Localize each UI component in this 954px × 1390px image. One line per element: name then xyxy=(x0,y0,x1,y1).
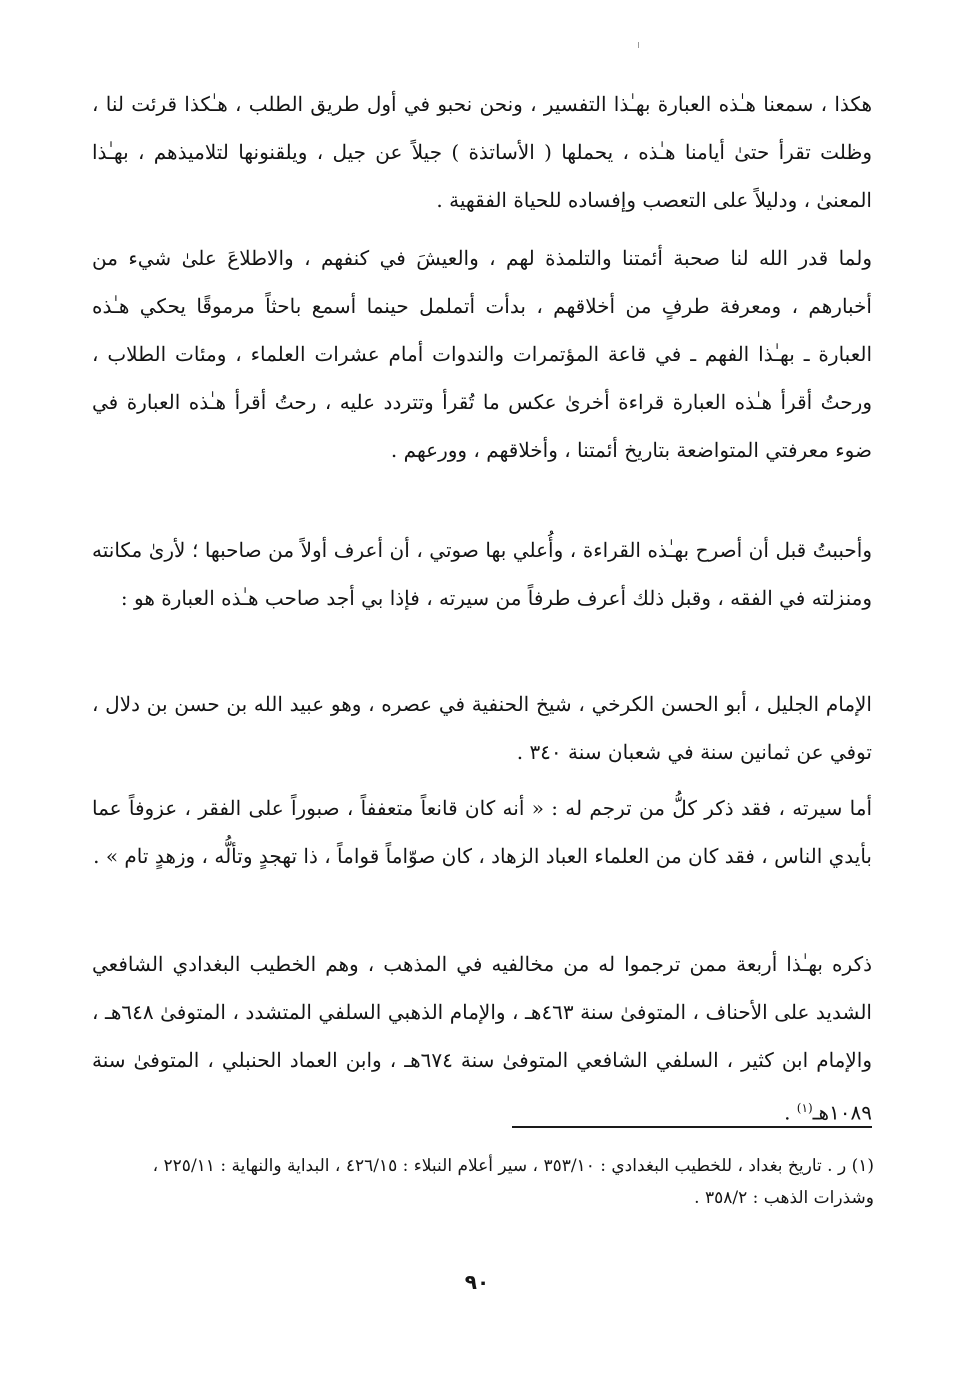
footnote: (١) ر . تاريخ بغداد ، للخطيب البغدادي : ٣٥٣/١٠ ، سير أعلام النبلاء : ٤٢٦/١٥ ، البداية والنهاية : ٢٢٥/١١ ، وشذرات الذهب : ٣٥٨/٢ . xyxy=(152,1156,874,1208)
paragraph-with-footnote-ref xyxy=(92,940,872,1137)
footnote-separator xyxy=(512,1126,872,1128)
paragraph-text: ذكره بهـٰذا أربعة ممن ترجموا له من مخالفيه في المذهب ، وهم الخطيب البغدادي الشافعي الشديد على الأحناف ، المتوفىٰ سنة ٤٦٣هـ ، والإمام الذهبي السلفي المتشدد ، المتوفىٰ ٦٤٨هـ ، والإمام ابن كثير ، السلفي الشافعي المتوفىٰ سنة ٦٧٤هـ ، وابن العماد الحنبلي ، المتوفىٰ سنة ١٠٨٩هـ xyxy=(92,952,873,1125)
page-number: ٩٠ xyxy=(464,1270,490,1294)
paragraph: ولما قدر الله لنا صحبة أئمتنا والتلمذة لهم ، والعيشَ في كنفهم ، والاطلاعَ علىٰ شيء من أخبارهم ، ومعرفة طرفٍ من أخلاقهم ، بدأت أتململ حينما أسمع باحثاً مرموقًا يحكي هـٰذه العبارة ـ بهـٰذا الفهم ـ في قاعة المؤتمرات والندوات أمام عشرات العلماء ، ومئات الطلاب ، ورحتُ أقرأ هـٰذه العبارة قراءة أخرىٰ عكس ما تُقرأ وتتردد عليه ، رحتُ أقرأ هـٰذه العبارة في ضوء معرفتي المتواضعة بتاريخ أئمتنا ، وأخلاقهم ، وورعهم . xyxy=(92,246,872,462)
paragraph: هكذا ، سمعنا هـٰذه العبارة بهـٰذا التفسير ، ونحن نحبو في أول طريق الطلب ، هـٰكذا قرئت لنا ، وظلت تقرأ حتىٰ أيامنا هـٰذه ، يحملها ( الأساتذة ) جيلاً عن جيل ، ويلقنونها لتلاميذهم ، بهـٰذا المعنىٰ ، ودليلاً على التعصب وإفساده للحياة الفقهية . xyxy=(92,92,872,212)
footnote-reference[interactable]: (١) xyxy=(796,1101,813,1115)
scan-mark xyxy=(638,42,639,48)
paragraph-end: . xyxy=(784,1100,797,1125)
paragraph: أما سيرته ، فقد ذكر كلُّ من ترجم له : « أنه كان قانعاً متعففاً ، صبوراً على الفقر ، عزوفاً عما بأيدي الناس ، فقد كان من العلماء العباد الزهاد ، كان صوّاماً قواماً ، ذا تهجدٍ وتألُّه ، وزهدٍ تام » . xyxy=(92,796,873,868)
paragraph: وأحببتُ قبل أن أصرح بهـٰذه القراءة ، وأُعلي بها صوتي ، أن أعرف أولاً من صاحبها ؛ لأرىٰ مكانته ومنزلته في الفقه ، وقبل ذلك أعرف طرفاً من سيرته ، فإذا بي أجد صاحب هـٰذه العبارة هو : xyxy=(92,538,872,610)
paragraph: الإمام الجليل ، أبو الحسن الكرخي ، شيخ الحنفية في عصره ، وهو عبيد الله بن حسن بن دلال ، توفي عن ثمانين سنة في شعبان سنة ٣٤٠ . xyxy=(92,692,872,764)
